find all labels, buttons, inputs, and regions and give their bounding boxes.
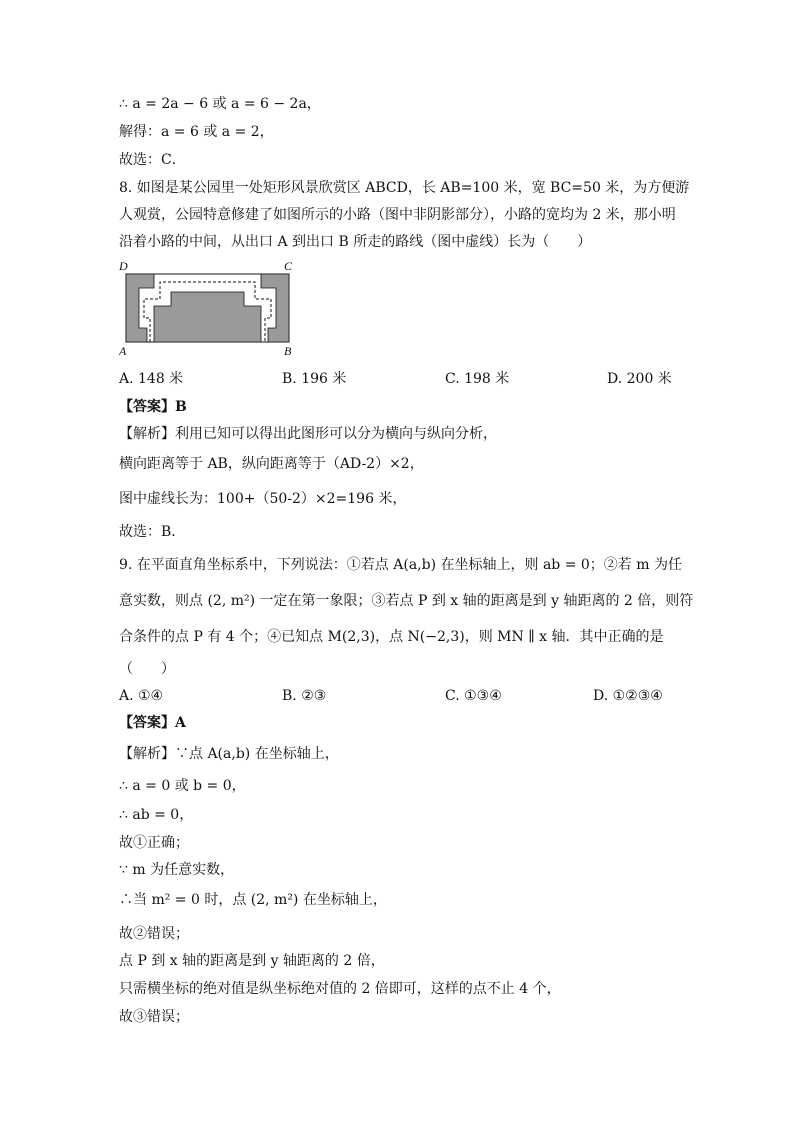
explanation-9-line-1: 【解析】∵点 A(a,b) 在坐标轴上， <box>119 746 339 762</box>
explanation-8-line-2: 横向距离等于 AB，纵向距离等于（AD-2）×2， <box>119 456 424 472</box>
figure-label-d: D <box>119 259 128 273</box>
answer-9: 【答案】A <box>119 715 186 731</box>
q9-option-b: B. ②③ <box>282 688 327 704</box>
explanation-8-line-3: 图中虚线长为：100+（50-2）×2=196 米， <box>119 491 407 507</box>
answer-8: 【答案】B <box>119 399 187 415</box>
question-8-line-3: 沿着小路的中间，从出口 A 到出口 B 所走的路线（图中虚线）长为（ ） <box>119 234 592 250</box>
q9-option-a: A. ①④ <box>119 688 164 704</box>
question-8-line-1: 8. 如图是某公园里一处矩形风景欣赏区 ABCD，长 AB=100 米，宽 BC=50 米，为方便游 <box>119 180 690 196</box>
line-l1: ∴ a = 2a − 6 或 a = 6 − 2a， <box>119 96 321 112</box>
q8-option-c: C. 198 米 <box>445 371 510 387</box>
explanation-9-line-2: ∴ a = 0 或 b = 0， <box>119 778 246 794</box>
question-9-line-1: 9. 在平面直角坐标系中，下列说法：①若点 A(a,b) 在坐标轴上，则 ab = 0；②若 m 为任 <box>119 557 682 573</box>
q9-option-d: D. ①②③④ <box>593 688 663 704</box>
explanation-8-line-1: 【解析】利用已知可以得出此图形可以分为横向与纵向分析， <box>119 426 497 442</box>
figure-label-b: B <box>284 344 292 358</box>
line-l3: 故选：C． <box>119 152 186 168</box>
figure-label-a: A <box>119 344 127 358</box>
figure-label-c: C <box>284 259 293 273</box>
explanation-9-line-6: ∴当 m² = 0 时，点 (2, m²) 在坐标轴上， <box>119 892 387 908</box>
line-l2: 解得：a = 6 或 a = 2， <box>119 124 274 140</box>
explanation-8-line-4: 故选：B． <box>119 524 186 540</box>
question-9-line-3: 合条件的点 P 有 4 个；④已知点 M(2,3)，点 N(−2,3)，则 MN ∥ x 轴．其中正确的是 <box>119 629 664 645</box>
explanation-9-line-3: ∴ ab = 0， <box>119 807 194 823</box>
park-figure <box>119 258 309 362</box>
question-8-line-2: 人观赏，公园特意修建了如图所示的小路（图中非阴影部分），小路的宽均为 2 米，那小明 <box>119 207 676 223</box>
explanation-9-line-9: 只需横坐标的绝对值是纵坐标绝对值的 2 倍即可，这样的点不止 4 个， <box>119 981 561 997</box>
question-9-line-4: （ ） <box>119 661 175 677</box>
explanation-9-line-4: 故①正确； <box>119 835 189 851</box>
question-9-line-2: 意实数，则点 (2, m²) 一定在第一象限；③若点 P 到 x 轴的距离是到 y 轴距离的 2 倍，则符 <box>119 593 694 609</box>
q8-option-d: D. 200 米 <box>607 371 672 387</box>
explanation-9-line-5: ∵ m 为任意实数， <box>119 862 235 878</box>
q8-option-b: B. 196 米 <box>282 371 347 387</box>
q9-option-c: C. ①③④ <box>445 688 502 704</box>
explanation-9-line-8: 点 P 到 x 轴的距离是到 y 轴距离的 2 倍， <box>119 953 385 969</box>
q8-option-a: A. 148 米 <box>119 371 184 387</box>
explanation-9-line-7: 故②错误； <box>119 926 189 942</box>
explanation-9-line-10: 故③错误； <box>119 1009 189 1025</box>
